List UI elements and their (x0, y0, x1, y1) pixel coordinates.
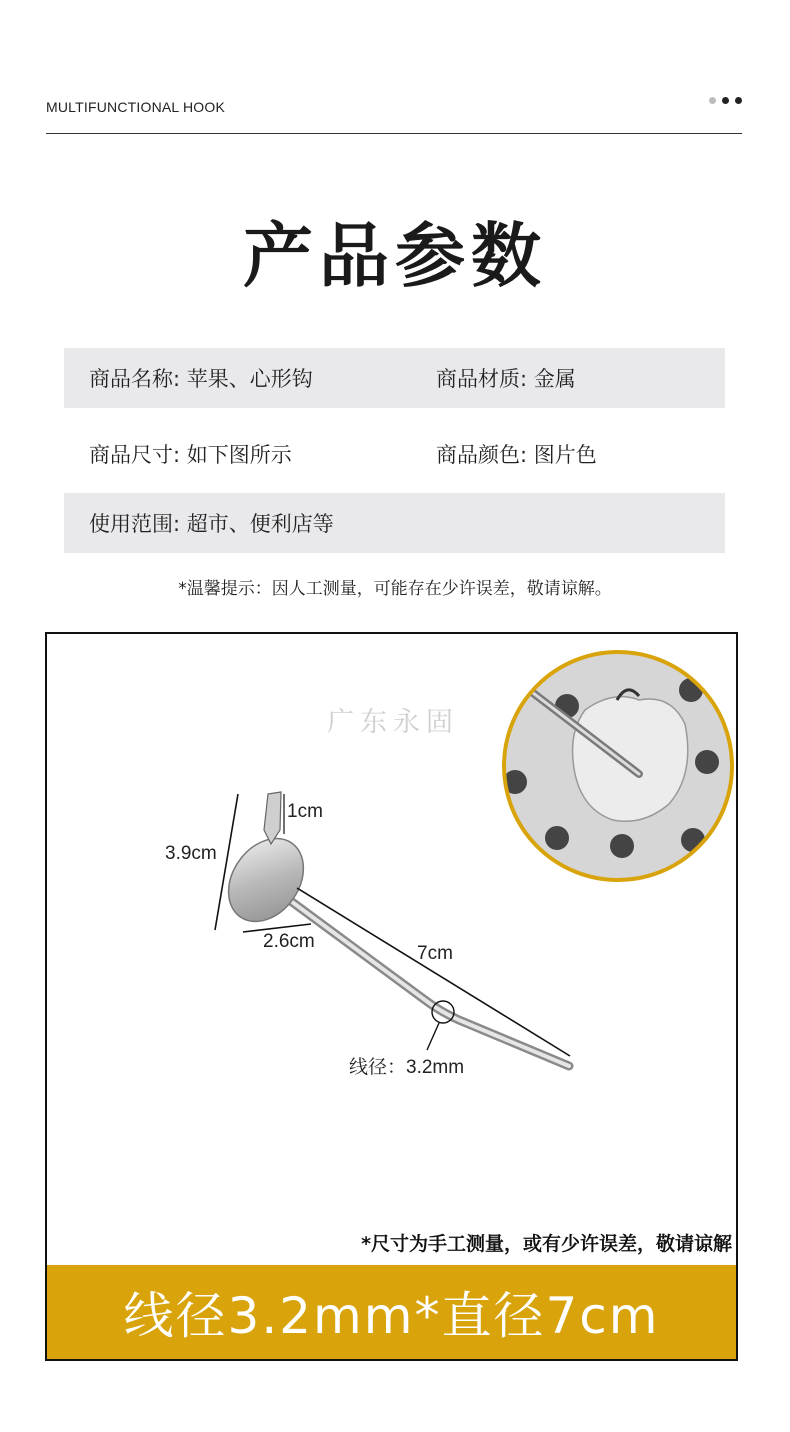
product-diagram-frame (45, 632, 738, 1361)
hook-backplate (213, 824, 319, 936)
spec-row-2 (64, 424, 725, 484)
dimension-height: 3.9cm (165, 843, 217, 864)
spec-row-1 (64, 348, 725, 408)
spec-size: 商品尺寸: 如下图所示 (89, 443, 292, 467)
diagram-note: *尺寸为手工测量，或有少许误差，敬请谅解 (361, 1233, 732, 1255)
page-dot (735, 97, 742, 104)
hook-rod (265, 882, 569, 1066)
dimension-length: 7cm (417, 943, 453, 964)
page-dot (722, 97, 729, 104)
measurement-note: *温馨提示：因人工测量，可能存在少许误差，敬请谅解。 (178, 579, 612, 599)
page-dot (709, 97, 716, 104)
dimension-width: 2.6cm (263, 931, 315, 952)
spec-product-name: 商品名称: 苹果、心形钩 (89, 367, 313, 391)
page-title: 产品参数 (243, 215, 547, 297)
spec-usage: 使用范围: 超市、便利店等 (89, 512, 334, 536)
header-divider (46, 133, 742, 134)
dimension-wire: 线径：3.2mm (349, 1057, 465, 1078)
length-dimension-line (297, 888, 570, 1056)
spec-material: 商品材质: 金属 (436, 367, 576, 391)
dimension-tab: 1cm (287, 801, 323, 822)
brand-label: MULTIFUNCTIONAL HOOK (46, 99, 226, 115)
spec-color: 商品颜色: 图片色 (436, 443, 597, 467)
spec-row-3 (64, 493, 725, 553)
page-indicator-dots (709, 97, 742, 104)
hook-tab (264, 792, 281, 844)
brand-watermark: 广东永固 (327, 707, 459, 738)
banner-text: 线径3.2mm*直径7cm (123, 1287, 660, 1345)
spec-banner (47, 1265, 736, 1359)
